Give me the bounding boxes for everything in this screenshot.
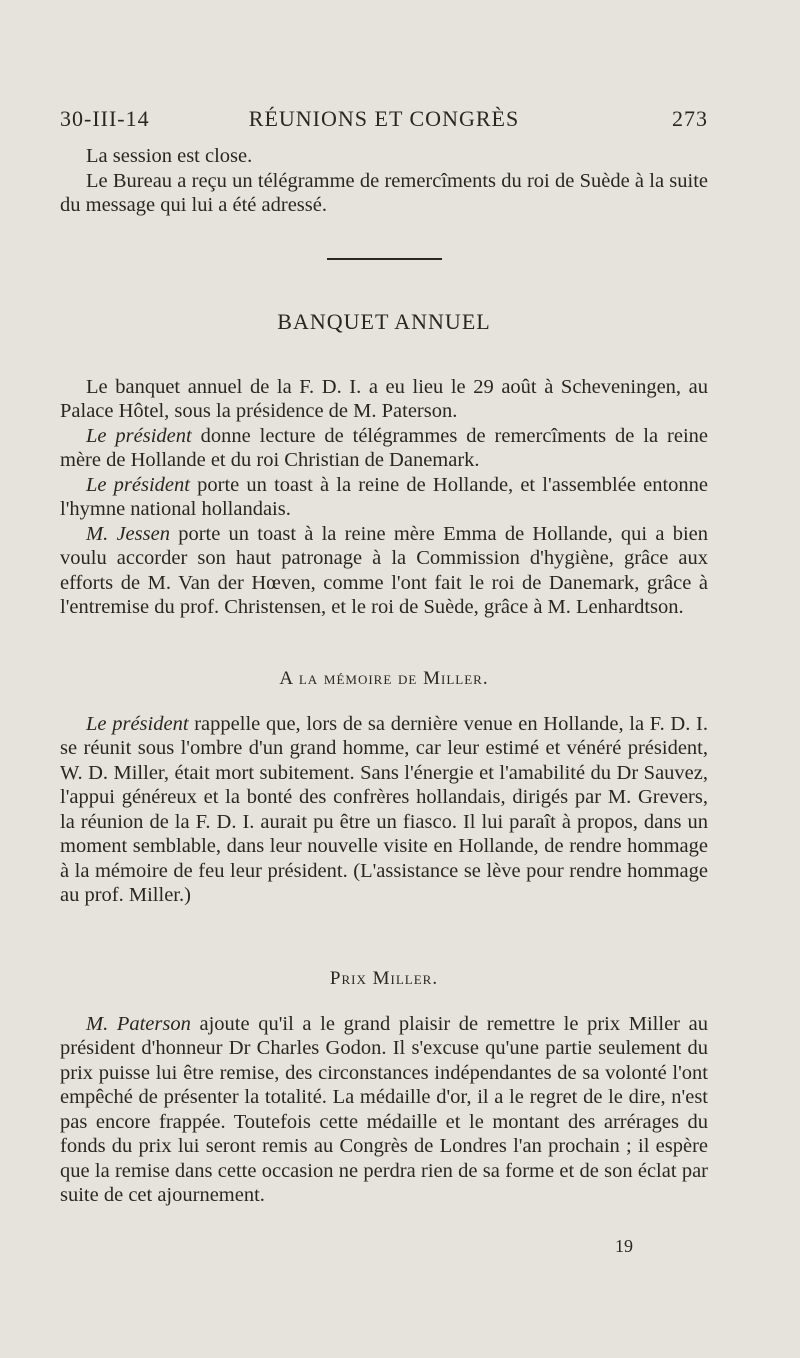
speaker-name: Le président: [86, 712, 189, 735]
paragraph: M. Jessen porte un toast à la reine mère Emma de Hollande, qui a bien voulu accorder son haut patronage à la Commission d'hygiène, grâce aux efforts de M. Van der Hœven, comme l'ont fait le roi de Danemark, grâce à l'entremise du prof. Christensen, et le roi de Suède, grâce à M. Lenhardtson.: [60, 522, 708, 618]
section-heading: BANQUET ANNUEL: [277, 309, 491, 334]
header-date: 30-III-14: [60, 106, 150, 131]
page-number: 273: [672, 106, 708, 131]
subsection-heading: Prix Miller.: [329, 968, 439, 989]
prix-section: [60, 967, 708, 1208]
paragraph: Le Bureau a reçu un télégramme de remercîments du roi de Suède à la suite du message qui lui a été adressé.: [60, 169, 708, 216]
banquet-section: [60, 310, 708, 620]
section-divider: [327, 258, 442, 260]
paragraph: M. Paterson ajoute qu'il a le grand plaisir de remettre le prix Miller au président d'honneur Dr Charles Godon. Il s'excuse qu'une partie seulement du prix puisse lui être remise, des circonstances indépendantes de sa volonté l'ont empêché de présenter la totalité. La médaille d'or, il a le regret de le dire, n'est pas encore frappée. Toutefois cette médaille et le montant des arrérages du fonds du prix lui seront remis au Congrès de Londres l'an prochain ; il espère que la remise dans cette occasion ne perdra rien de sa forme et de son éclat par suite de cet ajournement.: [60, 1012, 708, 1206]
speaker-name: M. Jessen: [86, 522, 170, 545]
paragraph: Le président rappelle que, lors de sa dernière venue en Hollande, la F. D. I. se réunit sous l'ombre d'un grand homme, car leur estimé et vénéré président, W. D. Miller, était mort subitement. Sans l'énergie et l'amabilité du Dr Sauvez, l'appui généreux et la bonté des confrères hollandais, dirigés par M. Grevers, la réunion de la F. D. I. aurait pu être un fiasco. Il lui paraît à propos, dans un moment semblable, dans leur nouvelle visite en Hollande, de rendre hommage à la mémoire de feu leur président. (L'assistance se lève pour rendre hommage au prof. Miller.): [60, 712, 709, 906]
paragraph: Le président donne lecture de télégrammes de remercîments de la reine mère de Hollande et du roi Christian de Danemark.: [60, 424, 708, 471]
intro-section: [60, 144, 708, 218]
speaker-name: M. Paterson: [86, 1012, 191, 1035]
memoire-section: [60, 667, 708, 908]
paragraph: Le président porte un toast à la reine de Hollande, et l'assemblée entonne l'hymne national hollandais.: [60, 473, 708, 520]
section-divider-wrap: [60, 258, 708, 260]
signature-mark: 19: [615, 1236, 633, 1256]
subsection-heading: A la mémoire de Miller.: [279, 668, 489, 689]
speaker-name: Le président: [86, 473, 190, 496]
header-title: RÉUNIONS ET CONGRÈS: [248, 106, 520, 131]
paragraph: La session est close.: [86, 145, 253, 167]
paragraph: Le banquet annuel de la F. D. I. a eu lieu le 29 août à Scheveningen, au Palace Hôtel, sous la présidence de M. Paterson.: [60, 375, 708, 422]
speaker-name: Le président: [86, 424, 192, 447]
